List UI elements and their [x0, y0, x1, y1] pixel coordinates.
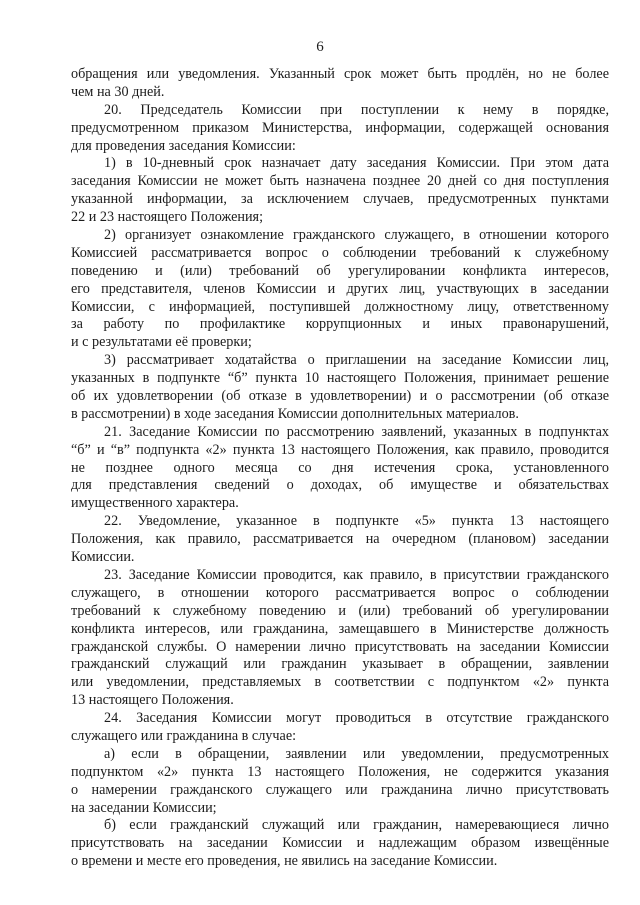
text-line: указанных в подпункте “б” пункта 10 настоящего Положения, принимает решение — [71, 370, 609, 387]
text-line: 23. Заседание Комиссии проводится, как правило, в присутствии гражданского — [104, 566, 609, 583]
text-line: не позднее одного месяца со дня истечения срока, установленного — [71, 459, 609, 476]
text-line: или уведомлении, представляемых в соответствии с подпунктом «2» пункта — [71, 674, 609, 691]
text-line: о времени и месте его проведения, не явились на заседание Комиссии. — [71, 853, 498, 870]
text-line: за работу по профилактике коррупционных и иных правонарушений, — [71, 316, 609, 333]
text-line: об их удовлетворении (об отказе в удовлетворении) и о рассмотрении (об отказе — [71, 388, 609, 405]
text-line: служащего, в отношении которого рассматривается вопрос о соблюдении — [71, 584, 609, 601]
text-line: в рассмотрении) в ходе заседания Комиссии дополнительных материалов. — [71, 405, 519, 422]
text-line: требований к служебному поведению и (или) требований об урегулировании — [71, 602, 609, 619]
text-line: Комиссией рассматривается вопрос о соблюдении требований к служебному — [71, 244, 609, 261]
text-line: 1) в 10-дневный срок назначает дату заседания Комиссии. При этом дата — [104, 155, 609, 172]
text-line: обращения или уведомления. Указанный срок может быть продлён, но не более — [71, 66, 609, 82]
text-line: указанной информации, за исключением случаев, предусмотренных пунктами — [71, 191, 609, 208]
text-line: подпунктом «2» пункта 13 настоящего Положения, не содержится указания — [71, 763, 609, 780]
text-line: 3) рассматривает ходатайства о приглашении на заседание Комиссии лиц, — [104, 352, 609, 369]
text-line: и с результатами её проверки; — [71, 334, 252, 351]
document-body — [71, 66, 609, 871]
text-line: а) если в обращении, заявлении или уведомлении, предусмотренных — [104, 745, 609, 762]
text-line: гражданский служащий или гражданин указывает в обращении, заявлении — [71, 656, 609, 673]
text-line: присутствовать на заседании Комиссии и надлежащим образом извещённые — [71, 835, 609, 852]
text-line: заседания Комиссии не может быть назначена позднее 20 дней со дня поступления — [71, 173, 609, 190]
text-line: б) если гражданский служащий или гражданин, намеревающиеся лично — [104, 817, 609, 834]
page-number: 6 — [316, 39, 324, 55]
text-line: Комиссии, с информацией, поступившей должностному лицу, ответственному — [71, 298, 609, 315]
text-line: Положения, как правило, рассматривается на очередном (плановом) заседании — [71, 531, 609, 548]
text-line: 20. Председатель Комиссии при поступлении к нему в порядке, — [104, 101, 609, 118]
text-line: предусмотренном приказом Министерства, информации, содержащей основания — [71, 119, 609, 136]
text-line: имущественного характера. — [71, 495, 239, 512]
text-line: на заседании Комиссии; — [71, 799, 217, 816]
text-line: 13 настоящего Положения. — [71, 692, 234, 709]
text-line: 24. Заседания Комиссии могут проводиться в отсутствие гражданского — [104, 710, 609, 727]
text-line: чем на 30 дней. — [71, 83, 165, 100]
text-line: 22. Уведомление, указанное в подпункте «5» пункта 13 настоящего — [104, 513, 609, 530]
text-line: 2) организует ознакомление гражданского служащего, в отношении которого — [104, 227, 609, 244]
text-line: поведению и (или) требований об урегулировании конфликта интересов, — [71, 262, 609, 279]
text-line: служащего или гражданина в случае: — [71, 727, 297, 744]
text-line: Комиссии. — [71, 549, 135, 566]
text-line: 21. Заседание Комиссии по рассмотрению заявлений, указанных в подпунктах — [104, 423, 609, 440]
text-line: конфликта интересов, или гражданина, замещавшего в Министерстве должность — [71, 620, 609, 637]
text-line: гражданской службы. О намерении лично присутствовать на заседании Комиссии — [71, 638, 609, 655]
text-line: 22 и 23 настоящего Положения; — [71, 209, 264, 226]
text-line: “б” и “в” подпункта «2» пункта 13 настоящего Положения, как правило, проводится — [71, 441, 609, 458]
text-line: его представителя, членов Комиссии и других лиц, участвующих в заседании — [71, 280, 609, 297]
text-line: для проведения заседания Комиссии: — [71, 137, 296, 154]
text-line: для представления сведений о доходах, об имуществе и обязательствах — [71, 477, 609, 494]
text-line: о намерении гражданского служащего или гражданина лично присутствовать — [71, 781, 609, 798]
